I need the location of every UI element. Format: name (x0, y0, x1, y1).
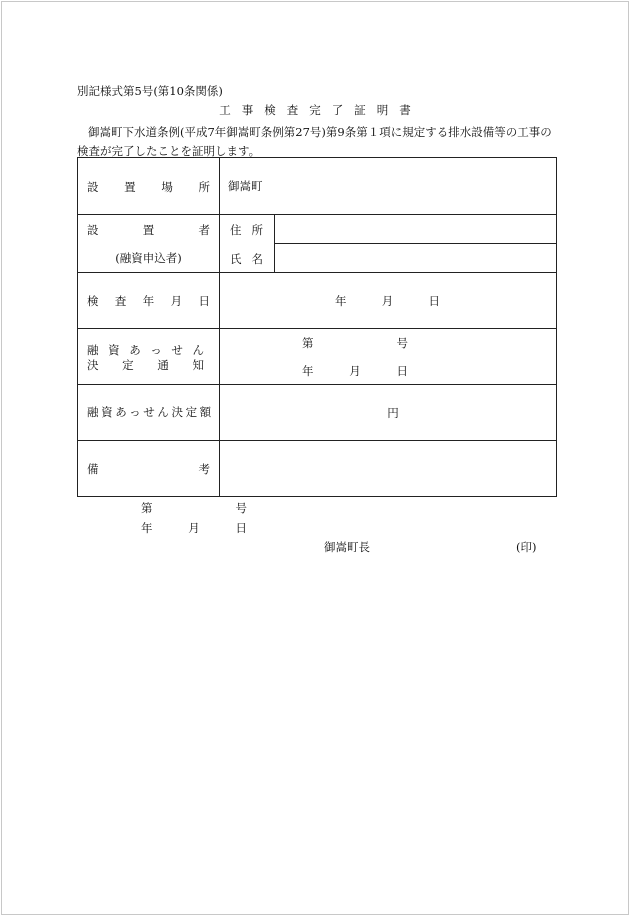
loan-notice-number: 第 号 (302, 336, 408, 350)
remarks-label: 備 考 (87, 462, 210, 476)
row-divider (78, 272, 556, 273)
row-divider (78, 214, 556, 215)
document-title: 工事検査完了証明書 (219, 103, 422, 117)
loan-amount-label: 融資あっせん決定額 (87, 405, 214, 419)
row-divider (274, 243, 556, 244)
row-divider (78, 328, 556, 329)
row-divider (78, 440, 556, 441)
installer-sub-label: (融資申込者) (115, 251, 182, 265)
column-divider (274, 214, 275, 272)
footer-date: 年 月 日 (141, 521, 247, 535)
installer-label: 設 置 者 (87, 223, 210, 237)
form-number-label: 別記様式第5号(第10条関係) (77, 84, 223, 98)
location-value: 御嵩町 (228, 179, 263, 193)
address-label: 住 所 (230, 223, 263, 237)
inspection-date-value: 年 月 日 (335, 294, 440, 308)
seal-mark: (印) (516, 540, 537, 554)
loan-notice-label-line1: 融 資 あ っ せ ん (87, 343, 204, 357)
loan-notice-label-line2: 決 定 通 知 (87, 358, 204, 372)
intro-text: 御嵩町下水道条例(平成7年御嵩町条例第27号)第9条第１項に規定する排水設備等の工事の検査が完了したことを証明します。 (77, 125, 552, 158)
loan-amount-unit: 円 (387, 406, 399, 420)
row-divider (78, 384, 556, 385)
location-label: 設 置 場 所 (87, 180, 210, 194)
loan-notice-date: 年 月 日 (302, 364, 408, 378)
column-divider (219, 158, 220, 496)
inspection-date-label: 検 査 年 月 日 (87, 294, 210, 308)
issuer-name: 御嵩町長 (324, 540, 370, 554)
footer-number: 第 号 (141, 501, 247, 515)
certificate-form-table (77, 157, 557, 497)
name-label: 氏 名 (230, 252, 263, 266)
